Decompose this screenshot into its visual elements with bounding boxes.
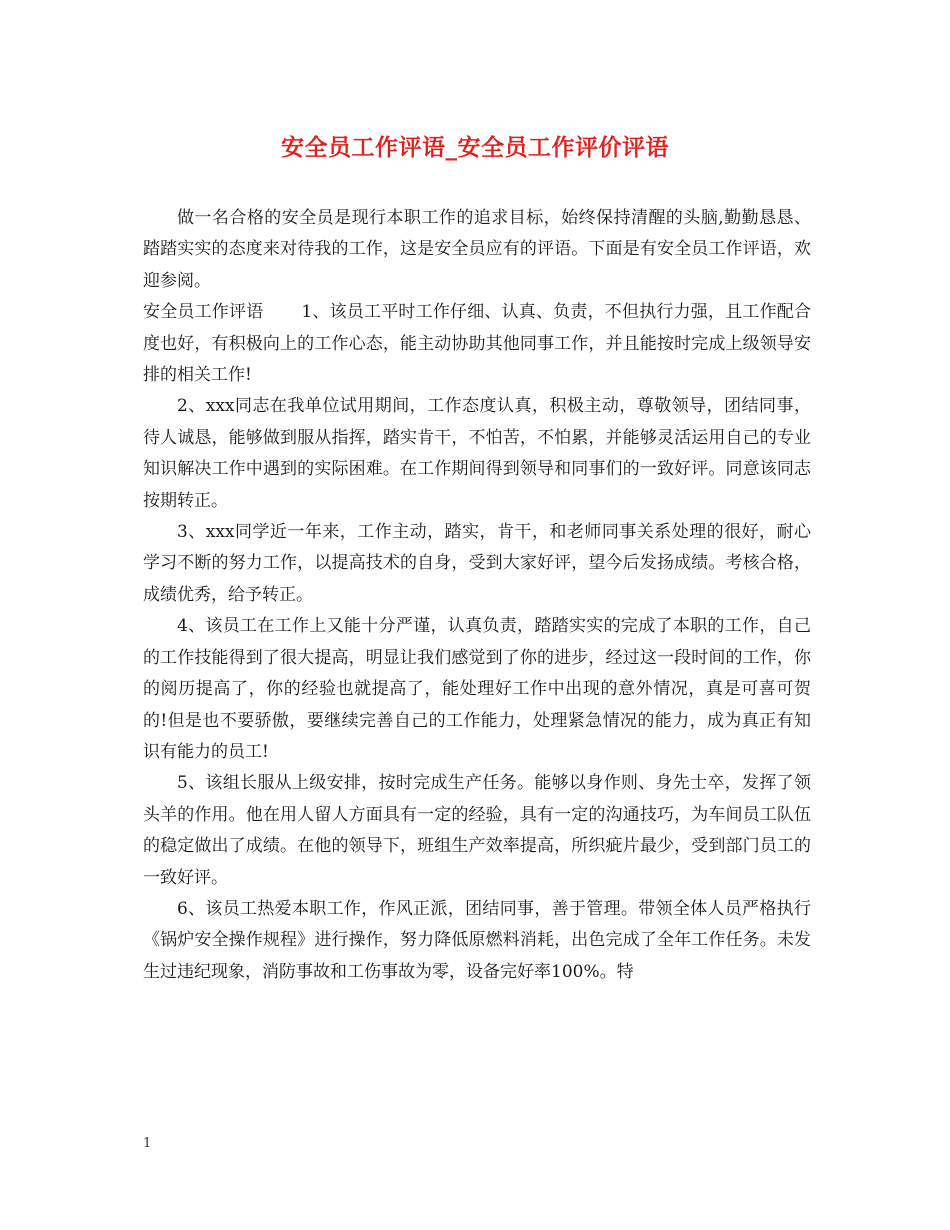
paragraph-3: 3、xxx同学近一年来，工作主动，踏实，肯干，和老师同事关系处理的很好，耐心学习不断的努力工作，以提高技术的自身，受到大家好评，望今后发扬成绩。考核合格，成绩优秀，给予转正。 <box>143 522 811 605</box>
paragraph-1 <box>143 297 811 391</box>
paragraph-5: 5、该组长服从上级安排，按时完成生产任务。能够以身作则、身先士卒，发挥了领头羊的作用。他在用人留人方面具有一定的经验，具有一定的沟通技巧，为车间员工队伍的稳定做出了成绩。在他的领导下，班组生产效率提高，所织疵片最少，受到部门员工的一致好评。 <box>143 773 811 888</box>
document-body <box>143 203 811 988</box>
document-title: 安全员工作评语_安全员工作评价评语 <box>281 134 669 161</box>
paragraph-6: 6、该员工热爱本职工作，作风正派，团结同事，善于管理。带领全体人员严格执行《锅炉安全操作规程》进行操作，努力降低原燃料消耗，出色完成了全年工作任务。未发生过违纪现象，消防事故和工伤事故为零，设备完好率100%。特 <box>143 898 811 982</box>
intro-paragraph: 做一名合格的安全员是现行本职工作的追求目标，始终保持清醒的头脑,勤勤恳恳、踏踏实实的态度来对待我的工作，这是安全员应有的评语。下面是有安全员工作评语，欢迎参阅。 <box>143 208 811 291</box>
paragraph-1-text: 1、该员工平时工作仔细、认真、负责，不但执行力强，且工作配合度也好，有积极向上的工作心态，能主动协助其他同事工作，并且能按时完成上级领导安排的相关工作! <box>143 302 811 386</box>
section-heading: 安全员工作评语 <box>143 302 264 323</box>
paragraph-4: 4、该员工在工作上又能十分严谨，认真负责，踏踏实实的完成了本职的工作，自己的工作技能得到了很大提高，明显让我们感觉到了你的进步，经过这一段时间的工作，你的阅历提高了，你的经验也就提高了，能处理好工作中出现的意外情况，真是可喜可贺的!但是也不要骄傲，要继续完善自己的工作能力，处理紧急情况的能力，成为真正有知识有能力的员工! <box>143 616 811 762</box>
page-number: 1 <box>143 1136 152 1151</box>
paragraph-2: 2、xxx同志在我单位试用期间，工作态度认真，积极主动，尊敬领导，团结同事，待人诚恳，能够做到服从指挥，踏实肯干，不怕苦，不怕累，并能够灵活运用自己的专业知识解决工作中遇到的实际困难。在工作期间得到领导和同事们的一致好评。同意该同志按期转正。 <box>143 396 811 511</box>
